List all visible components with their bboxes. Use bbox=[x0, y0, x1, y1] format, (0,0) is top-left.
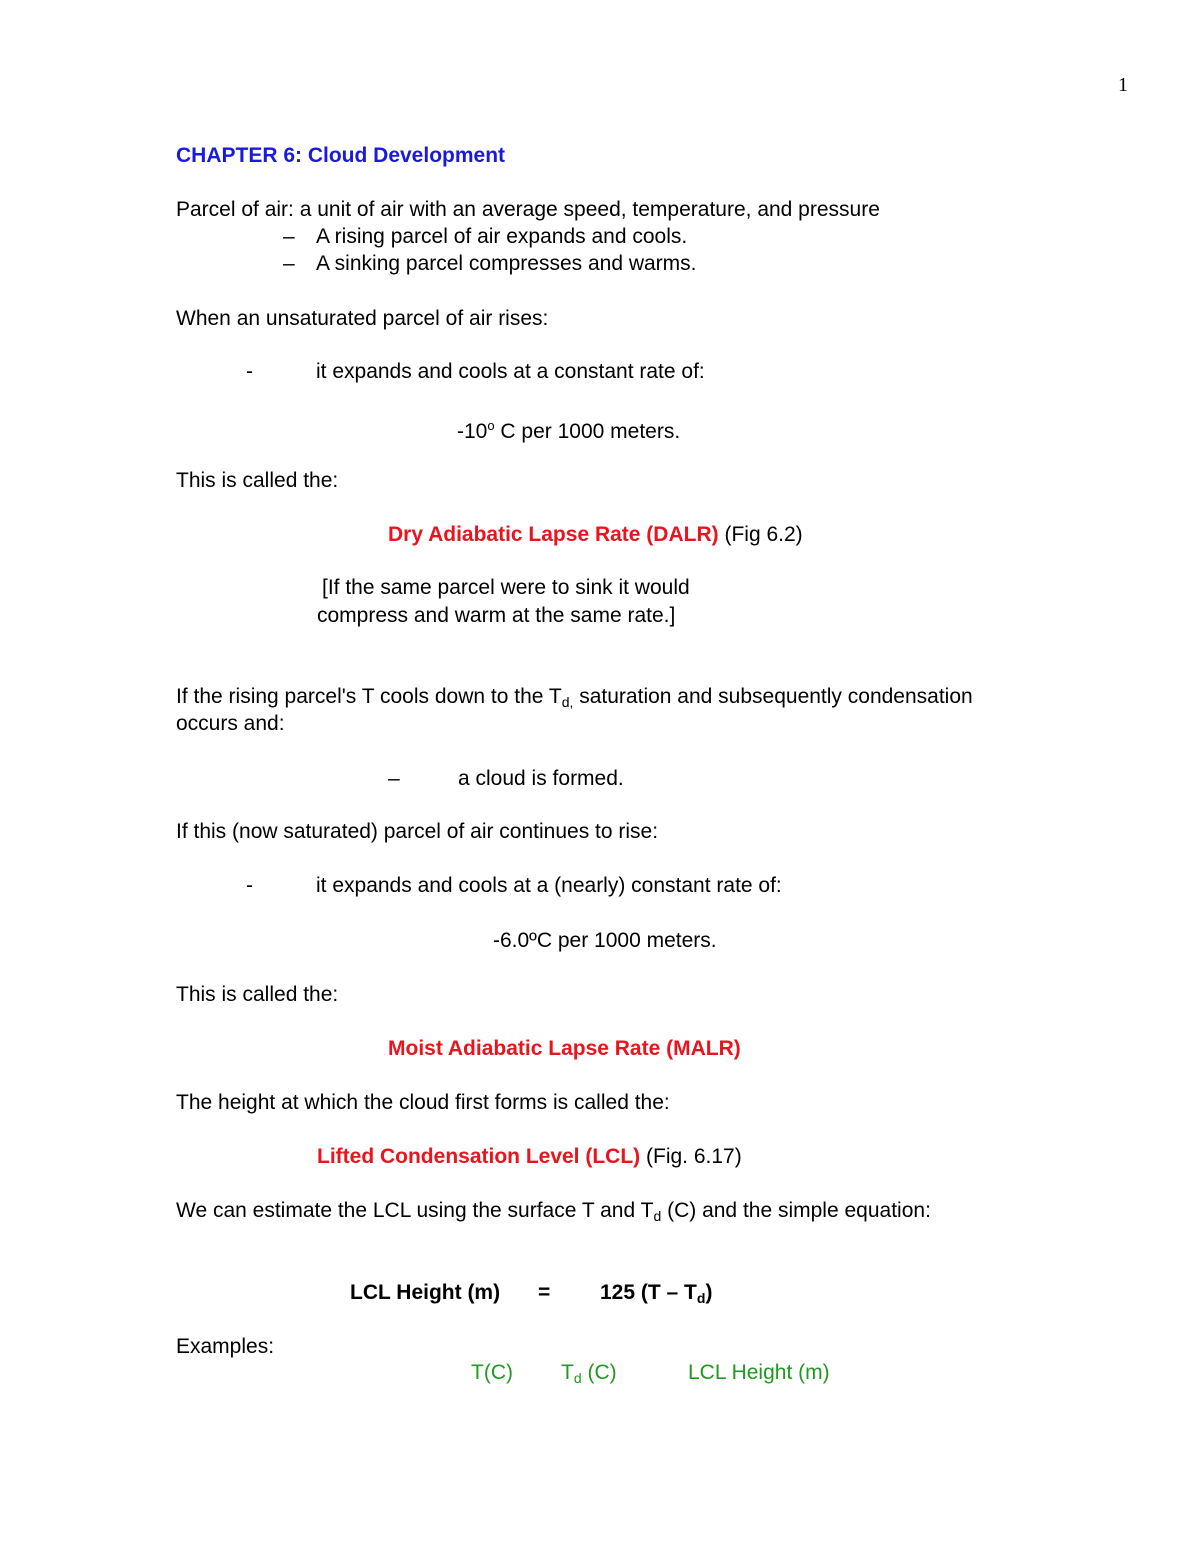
degree-symbol: o bbox=[487, 418, 495, 433]
lcl-equation-rhs: 125 $(T - T_d)$ bbox=[600, 1281, 713, 1306]
cloud-formed: a cloud is formed. bbox=[458, 767, 624, 790]
dry-rate-unit: C per 1000 meters. bbox=[494, 420, 681, 443]
saturation-line2: occurs and: bbox=[176, 712, 285, 735]
saturated-intro: If this (now saturated) parcel of air continues to rise: bbox=[176, 820, 659, 843]
parcel-definition: Parcel of air: a unit of air with an average speed, temperature, and pressure bbox=[176, 198, 880, 221]
bullet-dash: – bbox=[283, 252, 295, 275]
examples-label: Examples: bbox=[176, 1335, 275, 1358]
lcl-term: Lifted Condensation Level (LCL) bbox=[317, 1145, 641, 1168]
dewpoint-subscript: d bbox=[653, 1208, 662, 1224]
dalr-fig-ref: (Fig 6.2) bbox=[718, 523, 803, 546]
malr-term: Moist Adiabatic Lapse Rate (MALR) bbox=[388, 1037, 741, 1060]
parcel-bullet-rising: A rising parcel of air expands and cools. bbox=[316, 225, 688, 248]
parcel-bullet-sinking: A sinking parcel compresses and warms. bbox=[316, 252, 697, 275]
lcl-intro: The height at which the cloud first forms is called the: bbox=[176, 1091, 670, 1114]
dry-rate-value: -10 bbox=[457, 420, 488, 443]
dalr-term: Dry Adiabatic Lapse Rate (DALR) bbox=[388, 523, 719, 546]
called-label: This is called the: bbox=[176, 983, 339, 1006]
bullet-dash: – bbox=[283, 225, 295, 248]
col-temperature: T(C) bbox=[471, 1361, 513, 1384]
sink-note-line2: compress and warm at the same rate.] bbox=[317, 604, 676, 627]
unsaturated-item: it expands and cools at a constant rate of: bbox=[316, 360, 705, 383]
lcl-line bbox=[317, 1144, 742, 1170]
dry-rate bbox=[457, 413, 680, 445]
bullet-dash: - bbox=[246, 360, 253, 383]
saturated-item: it expands and cools at a (nearly) constant rate of: bbox=[316, 874, 782, 897]
lcl-estimate: We can estimate the LCL using the surface T and $T_d$ (C) and the simple equation: bbox=[176, 1199, 931, 1224]
sink-note-line1: [If the same parcel were to sink it would bbox=[322, 576, 690, 599]
col-lcl-height: LCL Height (m) bbox=[688, 1361, 830, 1384]
lcl-fig-ref: (Fig. 6.17) bbox=[640, 1145, 742, 1168]
dalr-line bbox=[388, 522, 803, 548]
dewpoint-subscript: d bbox=[696, 1290, 706, 1306]
called-label: This is called the: bbox=[176, 469, 339, 492]
bullet-dash: – bbox=[388, 767, 400, 790]
chapter-title: CHAPTER 6: Cloud Development bbox=[176, 144, 506, 167]
saturation-line1: If the rising parcel's T cools down to the $T_{d,}$ saturation and subsequently condensation bbox=[176, 685, 973, 710]
col-dewpoint: $T_d$ (C) bbox=[561, 1361, 617, 1386]
lcl-equation-equals: = bbox=[538, 1281, 551, 1304]
page-number: 1 bbox=[1118, 74, 1128, 96]
dewpoint-subscript: d, bbox=[561, 694, 574, 710]
bullet-dash: - bbox=[246, 874, 253, 897]
lcl-equation-lhs: LCL Height (m) bbox=[350, 1281, 501, 1304]
examples-table-header bbox=[459, 1360, 849, 1386]
moist-rate: -6.0ºC per 1000 meters. bbox=[493, 929, 717, 952]
unsaturated-intro: When an unsaturated parcel of air rises: bbox=[176, 307, 549, 330]
